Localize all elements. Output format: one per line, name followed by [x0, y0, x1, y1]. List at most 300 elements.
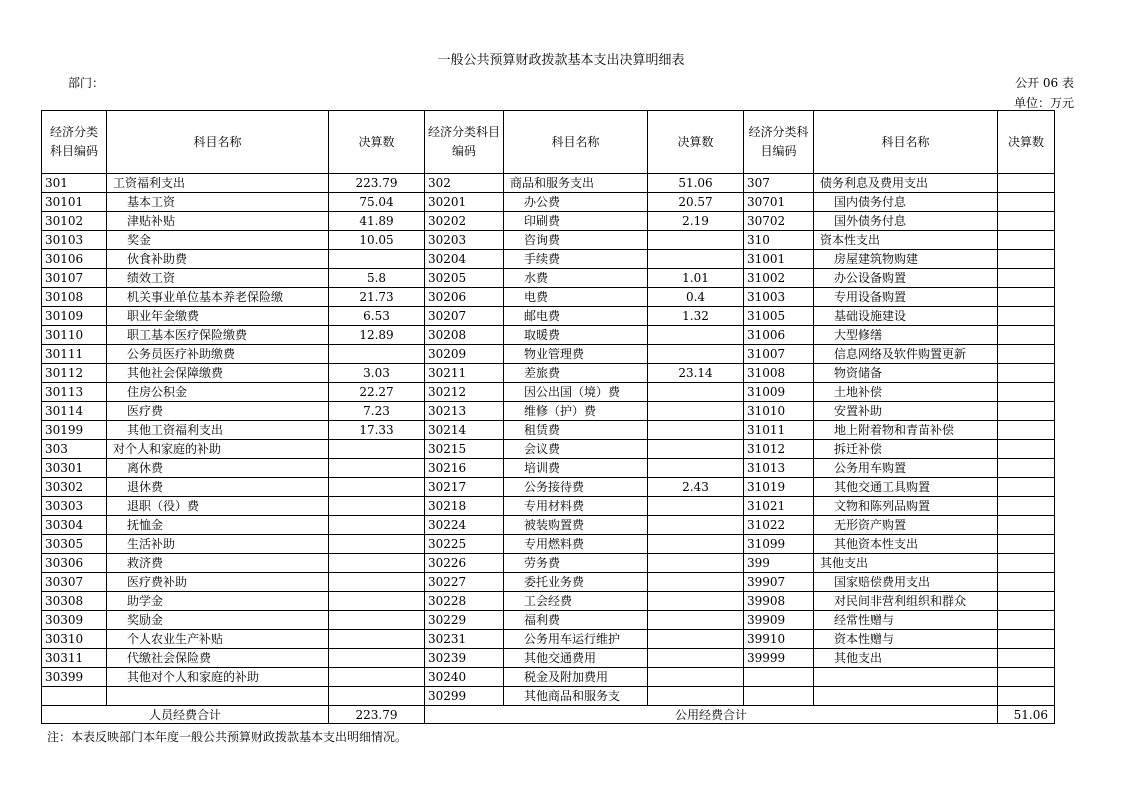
amount-cell	[998, 573, 1055, 592]
amount-cell	[329, 250, 425, 269]
name-cell: 基础设施建设	[814, 307, 998, 326]
amount-cell	[648, 516, 744, 535]
amount-cell	[998, 250, 1055, 269]
code-cell: 30209	[425, 345, 504, 364]
name-cell: 办公设备购置	[814, 269, 998, 288]
personnel-total-label: 人员经费合计	[42, 706, 329, 724]
code-cell: 30102	[42, 212, 107, 231]
amount-cell	[998, 440, 1055, 459]
code-cell: 30302	[42, 478, 107, 497]
table-row	[42, 459, 1055, 478]
name-cell: 其他交通费用	[504, 649, 648, 668]
unit-label: 单位：万元	[1013, 96, 1074, 110]
name-cell: 电费	[504, 288, 648, 307]
table-row	[42, 383, 1055, 402]
name-cell: 拆迁补偿	[814, 440, 998, 459]
amount-cell: 23.14	[648, 364, 744, 383]
name-cell: 税金及附加费用	[504, 668, 648, 687]
code-cell: 31008	[744, 364, 814, 383]
amount-cell: 0.4	[648, 288, 744, 307]
code-cell: 30304	[42, 516, 107, 535]
code-cell: 30205	[425, 269, 504, 288]
name-cell: 救济费	[107, 554, 329, 573]
amount-cell	[329, 592, 425, 611]
code-cell: 31099	[744, 535, 814, 554]
amount-cell	[998, 212, 1055, 231]
name-cell: 商品和服务支出	[504, 174, 648, 193]
code-cell: 30701	[744, 193, 814, 212]
code-cell: 30203	[425, 231, 504, 250]
name-cell: 其他社会保障缴费	[107, 364, 329, 383]
amount-cell	[648, 554, 744, 573]
header-name-3: 科目名称	[814, 111, 998, 174]
name-cell: 被装购置费	[504, 516, 648, 535]
name-cell: 福利费	[504, 611, 648, 630]
amount-cell: 7.23	[329, 402, 425, 421]
amount-cell: 22.27	[329, 383, 425, 402]
code-cell: 30307	[42, 573, 107, 592]
code-cell: 30213	[425, 402, 504, 421]
amount-cell	[648, 573, 744, 592]
header-code-2: 经济分类科目编码	[425, 111, 504, 174]
amount-cell: 75.04	[329, 193, 425, 212]
amount-cell	[998, 535, 1055, 554]
table-row	[42, 307, 1055, 326]
code-cell: 39999	[744, 649, 814, 668]
header-amount-1: 决算数	[329, 111, 425, 174]
table-row	[42, 402, 1055, 421]
code-cell: 30303	[42, 497, 107, 516]
code-cell: 39909	[744, 611, 814, 630]
public-total-value: 51.06	[998, 706, 1055, 724]
name-cell: 医疗费	[107, 402, 329, 421]
name-cell: 信息网络及软件购置更新	[814, 345, 998, 364]
name-cell: 抚恤金	[107, 516, 329, 535]
name-cell: 其他交通工具购置	[814, 478, 998, 497]
code-cell	[744, 668, 814, 687]
code-cell: 31012	[744, 440, 814, 459]
name-cell: 专用设备购置	[814, 288, 998, 307]
amount-cell	[998, 174, 1055, 193]
amount-cell	[329, 459, 425, 478]
code-cell: 39910	[744, 630, 814, 649]
code-cell: 31010	[744, 402, 814, 421]
name-cell: 离休费	[107, 459, 329, 478]
amount-cell	[648, 421, 744, 440]
name-cell: 资本性赠与	[814, 630, 998, 649]
amount-cell	[998, 307, 1055, 326]
name-cell: 水费	[504, 269, 648, 288]
amount-cell	[998, 592, 1055, 611]
amount-cell: 10.05	[329, 231, 425, 250]
code-cell	[42, 687, 107, 706]
name-cell: 无形资产购置	[814, 516, 998, 535]
amount-cell	[998, 649, 1055, 668]
amount-cell	[998, 554, 1055, 573]
footnote: 注：本表反映部门本年度一般公共预算财政拨款基本支出明细情况。	[47, 730, 408, 744]
header-code-3: 经济分类科目编码	[744, 111, 814, 174]
code-cell: 399	[744, 554, 814, 573]
amount-cell	[998, 421, 1055, 440]
name-cell: 基本工资	[107, 193, 329, 212]
code-cell: 30201	[425, 193, 504, 212]
name-cell: 津贴补贴	[107, 212, 329, 231]
amount-cell: 21.73	[329, 288, 425, 307]
amount-cell	[998, 288, 1055, 307]
table-row	[42, 421, 1055, 440]
name-cell: 其他资本性支出	[814, 535, 998, 554]
amount-cell	[648, 326, 744, 345]
amount-cell	[998, 326, 1055, 345]
name-cell: 房屋建筑物购建	[814, 250, 998, 269]
code-cell: 30240	[425, 668, 504, 687]
name-cell: 土地补偿	[814, 383, 998, 402]
table-row	[42, 668, 1055, 687]
header-row	[42, 111, 1055, 174]
totals-row	[42, 706, 1055, 724]
table-row	[42, 497, 1055, 516]
name-cell: 其他支出	[814, 649, 998, 668]
name-cell: 劳务费	[504, 554, 648, 573]
code-cell: 30114	[42, 402, 107, 421]
amount-cell: 3.03	[329, 364, 425, 383]
name-cell: 公务员医疗补助缴费	[107, 345, 329, 364]
code-cell: 31001	[744, 250, 814, 269]
code-cell: 30207	[425, 307, 504, 326]
amount-cell	[998, 611, 1055, 630]
code-cell: 30111	[42, 345, 107, 364]
amount-cell: 1.32	[648, 307, 744, 326]
amount-cell: 5.8	[329, 269, 425, 288]
code-cell: 30305	[42, 535, 107, 554]
name-cell: 资本性支出	[814, 231, 998, 250]
code-cell: 31013	[744, 459, 814, 478]
name-cell: 公务用车购置	[814, 459, 998, 478]
code-cell	[744, 687, 814, 706]
name-cell: 工会经费	[504, 592, 648, 611]
code-cell: 30702	[744, 212, 814, 231]
code-cell: 30308	[42, 592, 107, 611]
amount-cell	[648, 592, 744, 611]
amount-cell	[329, 687, 425, 706]
amount-cell	[648, 497, 744, 516]
amount-cell: 1.01	[648, 269, 744, 288]
name-cell: 其他支出	[814, 554, 998, 573]
name-cell: 职工基本医疗保险缴费	[107, 326, 329, 345]
public-total-label: 公用经费合计	[425, 706, 998, 724]
name-cell: 国外债务付息	[814, 212, 998, 231]
code-cell: 30227	[425, 573, 504, 592]
amount-cell	[998, 687, 1055, 706]
amount-cell	[648, 345, 744, 364]
header-amount-2: 决算数	[648, 111, 744, 174]
table-body	[42, 174, 1055, 706]
name-cell: 手续费	[504, 250, 648, 269]
table-row	[42, 573, 1055, 592]
code-cell: 30202	[425, 212, 504, 231]
name-cell: 公务用车运行维护	[504, 630, 648, 649]
name-cell: 公务接待费	[504, 478, 648, 497]
name-cell: 个人农业生产补贴	[107, 630, 329, 649]
code-cell: 30239	[425, 649, 504, 668]
amount-cell	[329, 345, 425, 364]
table-row	[42, 554, 1055, 573]
code-cell: 30306	[42, 554, 107, 573]
name-cell: 物业管理费	[504, 345, 648, 364]
header-name-2: 科目名称	[504, 111, 648, 174]
personnel-total-value: 223.79	[329, 706, 425, 724]
amount-cell	[998, 269, 1055, 288]
amount-cell	[998, 459, 1055, 478]
code-cell: 30106	[42, 250, 107, 269]
name-cell: 办公费	[504, 193, 648, 212]
code-cell: 30225	[425, 535, 504, 554]
name-cell: 委托业务费	[504, 573, 648, 592]
expenditure-table	[41, 110, 1055, 724]
code-cell: 31005	[744, 307, 814, 326]
name-cell: 国内债务付息	[814, 193, 998, 212]
table-row	[42, 630, 1055, 649]
name-cell: 奖励金	[107, 611, 329, 630]
amount-cell	[998, 231, 1055, 250]
amount-cell	[648, 250, 744, 269]
table-row	[42, 193, 1055, 212]
code-cell: 30108	[42, 288, 107, 307]
amount-cell	[329, 497, 425, 516]
table-row	[42, 687, 1055, 706]
name-cell: 因公出国（境）费	[504, 383, 648, 402]
name-cell: 工资福利支出	[107, 174, 329, 193]
table-row	[42, 288, 1055, 307]
name-cell	[107, 687, 329, 706]
amount-cell	[998, 364, 1055, 383]
table-row	[42, 592, 1055, 611]
table-row	[42, 174, 1055, 193]
code-cell: 30110	[42, 326, 107, 345]
table-row	[42, 231, 1055, 250]
amount-cell	[329, 535, 425, 554]
code-cell: 310	[744, 231, 814, 250]
name-cell: 大型修缮	[814, 326, 998, 345]
name-cell: 对个人和家庭的补助	[107, 440, 329, 459]
name-cell: 文物和陈列品购置	[814, 497, 998, 516]
code-cell: 30208	[425, 326, 504, 345]
code-cell: 39908	[744, 592, 814, 611]
name-cell: 国家赔偿费用支出	[814, 573, 998, 592]
amount-cell	[648, 383, 744, 402]
name-cell: 培训费	[504, 459, 648, 478]
amount-cell	[329, 630, 425, 649]
code-cell: 30204	[425, 250, 504, 269]
table-row	[42, 516, 1055, 535]
code-cell: 30311	[42, 649, 107, 668]
code-cell: 30214	[425, 421, 504, 440]
code-cell: 30103	[42, 231, 107, 250]
code-cell: 30301	[42, 459, 107, 478]
amount-cell	[648, 630, 744, 649]
amount-cell	[648, 668, 744, 687]
name-cell: 物资储备	[814, 364, 998, 383]
code-cell: 30113	[42, 383, 107, 402]
amount-cell	[648, 402, 744, 421]
name-cell: 专用材料费	[504, 497, 648, 516]
code-cell: 30399	[42, 668, 107, 687]
amount-cell	[998, 478, 1055, 497]
name-cell: 其他对个人和家庭的补助	[107, 668, 329, 687]
name-cell: 医疗费补助	[107, 573, 329, 592]
amount-cell	[329, 478, 425, 497]
amount-cell	[648, 535, 744, 554]
name-cell: 代缴社会保险费	[107, 649, 329, 668]
amount-cell	[329, 649, 425, 668]
name-cell: 咨询费	[504, 231, 648, 250]
amount-cell	[998, 630, 1055, 649]
amount-cell	[648, 231, 744, 250]
name-cell: 经常性赠与	[814, 611, 998, 630]
name-cell: 印刷费	[504, 212, 648, 231]
code-cell: 30211	[425, 364, 504, 383]
amount-cell	[648, 459, 744, 478]
name-cell: 生活补助	[107, 535, 329, 554]
code-cell: 31002	[744, 269, 814, 288]
name-cell: 差旅费	[504, 364, 648, 383]
amount-cell	[329, 554, 425, 573]
table-row	[42, 345, 1055, 364]
code-cell: 30218	[425, 497, 504, 516]
code-cell: 30199	[42, 421, 107, 440]
code-cell: 30107	[42, 269, 107, 288]
code-cell: 30226	[425, 554, 504, 573]
code-cell: 31007	[744, 345, 814, 364]
name-cell: 会议费	[504, 440, 648, 459]
code-cell: 31021	[744, 497, 814, 516]
name-cell: 机关事业单位基本养老保险缴	[107, 288, 329, 307]
name-cell: 奖金	[107, 231, 329, 250]
amount-cell: 2.43	[648, 478, 744, 497]
name-cell: 租赁费	[504, 421, 648, 440]
amount-cell: 6.53	[329, 307, 425, 326]
amount-cell	[329, 516, 425, 535]
amount-cell: 20.57	[648, 193, 744, 212]
code-cell: 30229	[425, 611, 504, 630]
name-cell: 其他商品和服务支	[504, 687, 648, 706]
code-cell: 30112	[42, 364, 107, 383]
amount-cell	[329, 440, 425, 459]
code-cell: 30228	[425, 592, 504, 611]
table-row	[42, 440, 1055, 459]
name-cell	[814, 668, 998, 687]
code-cell: 30299	[425, 687, 504, 706]
table-row	[42, 326, 1055, 345]
amount-cell: 12.89	[329, 326, 425, 345]
amount-cell: 17.33	[329, 421, 425, 440]
page-title: 一般公共预算财政拨款基本支出决算明细表	[437, 53, 685, 68]
code-cell: 303	[42, 440, 107, 459]
name-cell: 安置补助	[814, 402, 998, 421]
name-cell: 住房公积金	[107, 383, 329, 402]
code-cell: 31006	[744, 326, 814, 345]
table-row	[42, 212, 1055, 231]
amount-cell	[329, 611, 425, 630]
name-cell: 退休费	[107, 478, 329, 497]
name-cell: 退职（役）费	[107, 497, 329, 516]
name-cell: 债务利息及费用支出	[814, 174, 998, 193]
form-number: 公开 06 表	[1015, 76, 1074, 90]
name-cell: 助学金	[107, 592, 329, 611]
name-cell: 维修（护）费	[504, 402, 648, 421]
code-cell: 30310	[42, 630, 107, 649]
name-cell	[814, 687, 998, 706]
name-cell: 伙食补助费	[107, 250, 329, 269]
code-cell: 31003	[744, 288, 814, 307]
header-amount-3: 决算数	[998, 111, 1055, 174]
code-cell: 30309	[42, 611, 107, 630]
table-row	[42, 649, 1055, 668]
header-name-1: 科目名称	[107, 111, 329, 174]
name-cell: 职业年金缴费	[107, 307, 329, 326]
code-cell: 30101	[42, 193, 107, 212]
amount-cell	[998, 402, 1055, 421]
amount-cell	[998, 193, 1055, 212]
amount-cell	[648, 649, 744, 668]
amount-cell	[329, 573, 425, 592]
amount-cell	[998, 516, 1055, 535]
amount-cell	[648, 611, 744, 630]
amount-cell	[998, 497, 1055, 516]
amount-cell: 41.89	[329, 212, 425, 231]
name-cell: 对民间非营利组织和群众	[814, 592, 998, 611]
code-cell: 39907	[744, 573, 814, 592]
code-cell: 302	[425, 174, 504, 193]
code-cell: 31019	[744, 478, 814, 497]
code-cell: 30217	[425, 478, 504, 497]
name-cell: 邮电费	[504, 307, 648, 326]
name-cell: 其他工资福利支出	[107, 421, 329, 440]
amount-cell	[648, 440, 744, 459]
table-row	[42, 250, 1055, 269]
name-cell: 取暖费	[504, 326, 648, 345]
amount-cell: 2.19	[648, 212, 744, 231]
code-cell: 301	[42, 174, 107, 193]
name-cell: 专用燃料费	[504, 535, 648, 554]
amount-cell: 223.79	[329, 174, 425, 193]
code-cell: 307	[744, 174, 814, 193]
amount-cell: 51.06	[648, 174, 744, 193]
table-row	[42, 535, 1055, 554]
code-cell: 30206	[425, 288, 504, 307]
code-cell: 31011	[744, 421, 814, 440]
code-cell: 30212	[425, 383, 504, 402]
amount-cell	[998, 668, 1055, 687]
amount-cell	[648, 687, 744, 706]
department-label: 部门：	[68, 76, 105, 90]
amount-cell	[998, 383, 1055, 402]
code-cell: 30224	[425, 516, 504, 535]
code-cell: 30109	[42, 307, 107, 326]
code-cell: 31022	[744, 516, 814, 535]
header-code-1: 经济分类科目编码	[42, 111, 107, 174]
code-cell: 31009	[744, 383, 814, 402]
table-row	[42, 269, 1055, 288]
table-row	[42, 478, 1055, 497]
amount-cell	[329, 668, 425, 687]
table-row	[42, 611, 1055, 630]
table-row	[42, 364, 1055, 383]
amount-cell	[998, 345, 1055, 364]
code-cell: 30215	[425, 440, 504, 459]
name-cell: 地上附着物和青苗补偿	[814, 421, 998, 440]
code-cell: 30216	[425, 459, 504, 478]
